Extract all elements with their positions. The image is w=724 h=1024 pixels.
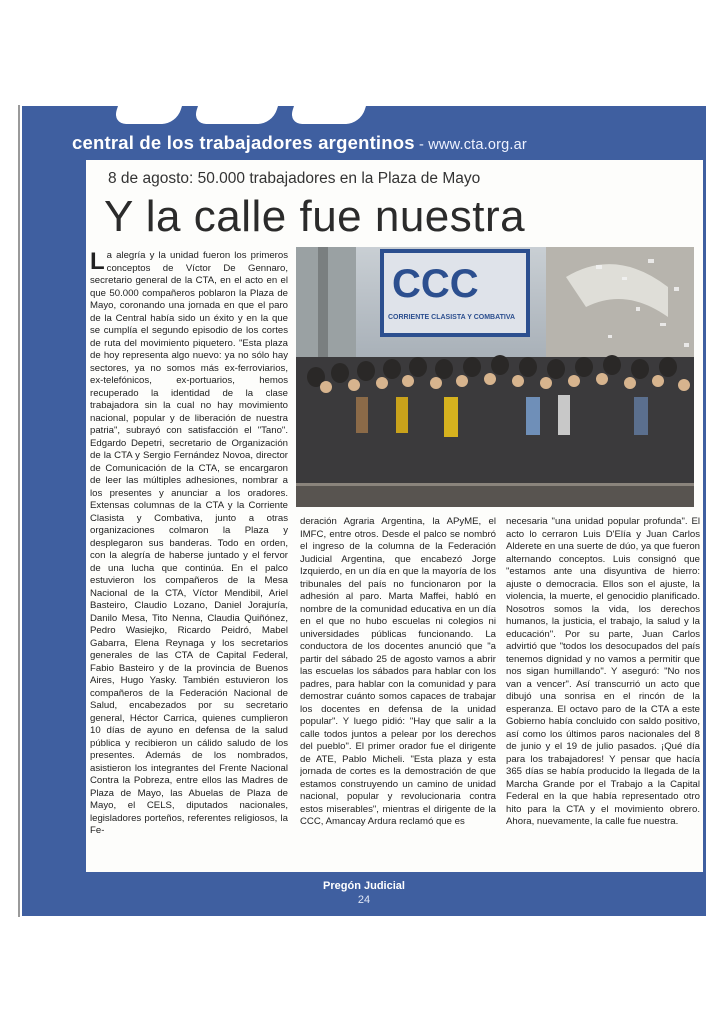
banner-big-text: CCC (392, 262, 479, 306)
article-column-3 (506, 516, 700, 866)
article-column-1 (90, 250, 288, 866)
publication-name: Pregón Judicial (323, 880, 405, 892)
banner-site: - www.cta.org.ar (414, 137, 527, 153)
magazine-page (22, 106, 706, 916)
column-3-text: necesaria "una unidad popular profunda". El acto lo cerraron Luis D'Elía y Juan Carlos Alderete en una suerte de dúo, ya que fueron alternando conceptos. Luis consignó que "estamos ante una disyuntiva de hierro: ajuste o democracia. Ellos son el ajuste, la violencia, la muerte, el genocidio planificado. Nosotros somos la vida, los derechos humanos, la justicia, el trabajo, la salud y la educación". Por su parte, Juan Carlos advirtió que "todos los desocupados del país tenemos dignidad y no vamos a permitir que nos sigan humillando". Y aseguró: "No nos van a vencer". Así transcurrió un acto que dibujó una sonrisa en el rincón de la esperanza. El octavo paro de la CTA a este Gobierno había concluido con saldo positivo, así como los últimos paros nacionales del 8 de junio y el 19 de julio pasados. ¡Qué día para los trabajadores! Y pensar que hacía 365 días se había producido la llegada de la Marcha Grande por el Trabajo a la Capital Federal en la que había representado otro hito para la CTA y el movimiento obrero. Ahora, nuevamente, la calle fue nuestra. (506, 516, 700, 827)
article-panel (86, 160, 703, 872)
page-number: 24 (357, 894, 371, 906)
rally-photo-illustration (296, 247, 694, 507)
drop-cap: L (90, 250, 105, 275)
banner-org: central de los trabajadores argentinos (72, 132, 415, 153)
column-2-text: deración Agraria Argentina, la APyME, el IMFC, entre otros. Desde el palco se nombró el ingreso de la columna de la Federación Judicial Argentina, que encabezó Jorge Izquierdo, en un día en que la mayoría de los tribunales del país no funcionaron por la adhesión al paro. Marta Maffei, habló en nombre de la comunidad educativa en un día en el que no hubo escuelas ni colegios ni universidades públicas funcionando. La conductora de los docentes anunció que "a partir del sábado 25 de agosto vamos a abrir las escuelas los sábados para hablar con los padres, para hablar con la comunidad y para demostrar cuánto somos capaces de trabajar los docentes en defensa de la unidad popular". Y luego pidió: "Hay que salir a la calle todos juntos a pelear por los derechos del pueblo". El primer orador fue el dirigente de ATE, Pablo Micheli. "Esta plaza y esta jornada de cortes es la demostración de que estamos construyendo un camino de unidad nacional, popular y revolucionaria contra estos miserables", mientras el dirigente de la CCC, Amancay Ardura reclamó que es (300, 516, 496, 827)
banner-title (72, 132, 527, 154)
cta-logo-shape (112, 106, 188, 124)
article-column-2 (300, 516, 496, 866)
rally-photo (296, 247, 694, 507)
column-1-text: a alegría y la unidad fueron los primeros conceptos de Víctor De Gennaro, secretario general de la CTA, en el acto en el que 50.000 compañeros poblaron la Plaza de Mayo, coronando una jornada en que el paro de la Central había sido un éxito y en la que se cumplía el segundo episodio de los cortes de ruta del movimiento piquetero. "Esta plaza de hoy representa algo nuevo: ya no sólo hay sectores, ya no somos más ex-ferroviarios, ex-telefónicos, ex-portuarios, hemos recuperado la identidad de la clase trabajadora sin la cual no hay movimiento nacional, popular y de liberación de nuestra patria", subrayó con satisfacción el "Tano". Edgardo Depetri, secretario de Organización de la CTA y Sergio Fernández Novoa, director de Comunicación de la CTA, se encargaron de leer las múltiples adhesiones, nombrar a los presentes y anunciar a los oradores. Extensas columnas de la CTA y la Corriente Clasista y Combativa, junto a otras organizaciones colmaron la Plaza y desplegaron sus banderas. Todo en orden, con la alegría de haberse juntado y el fervor de una lucha que continúa. En el palco estuvieron los compañeros de la Mesa Nacional de la CTA, Víctor Mendibil, Ariel Basteiro, Claudio Lozano, Daniel Jorajuría, Danilo Mesa, Tito Nenna, Claudia Quiñónez, Pedro Wasiejko, Ricardo Peidró, Mabel Gabarra, Elena Reynaga y los secretarios generales de las CTA de Capital Federal, Fabio Basteiro y de la provincia de Buenos Aires, Hugo Yasky. También estuvieron los compañeros de la Federación Nacional de Salud, encabezados por su secretario general, Héctor Carrica, quienes cumplieron 10 días de ayuno en defensa de la salud pública y recibieron un cálido saludo de los presentes. Además de los nombrados, asistieron los integrantes del Frente Nacional Contra la Pobreza, entre ellos las Madres de Plaza de Mayo, las Abuelas de Plaza de Mayo, el CELS, diputados nacionales, legisladores porteños, referentes religiosos, la Fe- (90, 250, 288, 836)
banner-small-text: CORRIENTE CLASISTA Y COMBATIVA (388, 314, 516, 321)
scan-edge (18, 105, 20, 917)
article-headline: Y la calle fue nuestra (104, 192, 526, 241)
cta-logo-shape (288, 106, 372, 124)
article-kicker: 8 de agosto: 50.000 trabajadores en la Plaza de Mayo (108, 170, 481, 187)
cta-logo-shape (192, 106, 284, 124)
